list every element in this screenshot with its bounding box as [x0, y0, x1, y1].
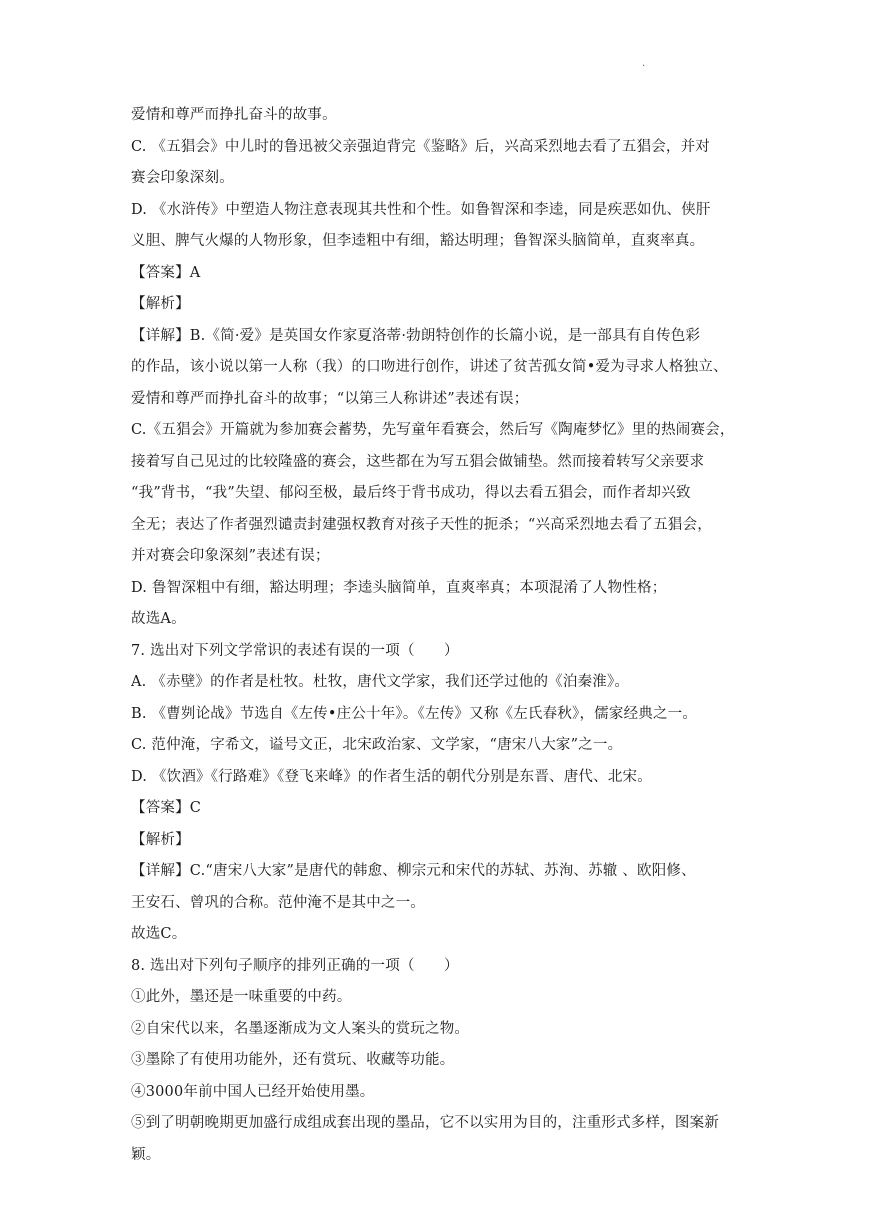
text-line: 的作品，该小说以第一人称（我）的口吻进行创作，讲述了贫苦孤女简•爱为寻求人格独立、	[131, 359, 728, 375]
text-line: 赛会印象深刻。	[131, 170, 234, 186]
text-line: C. 《五猖会》中儿时的鲁迅被父亲强迫背完《鉴略》后，兴高采烈地去看了五猖会，并对	[131, 138, 710, 155]
text-line: 颖。	[131, 1146, 161, 1163]
answer-label: 【答案】C	[131, 800, 202, 816]
text-line: D. 鲁智深粗中有细，豁达明理；李逵头脑简单，直爽率真；本项混淆了人物性格；	[131, 579, 667, 596]
text-line: 【详解】C.“唐宋八大家”是唐代的韩愈、柳宗元和宋代的苏轼、苏洵、苏辙 、欧阳修、	[131, 863, 696, 879]
analysis-label: 【解析】	[131, 831, 190, 848]
text-line: 并对赛会印象深刻”表述有误；	[131, 548, 330, 564]
text-line: D. 《水浒传》中塑造人物注意表现其共性和个性。如鲁智深和李逵，同是疾恶如仇、侠肝	[131, 201, 711, 218]
sentence-2: ②自宋代以来，名墨逐渐成为文人案头的赏玩之物。	[131, 1020, 470, 1037]
text-line: 爱情和尊严而挣扎奋斗的故事。	[131, 107, 337, 123]
text-line: 全无；表达了作者强烈谴责封建强权教育对孩子天性的扼杀；“兴高采烈地去看了五猖会，	[131, 516, 712, 533]
analysis-label: 【解析】	[131, 296, 190, 312]
text-line: 故选A。	[131, 611, 186, 627]
text-line: 【详解】B.《简·爱》是英国女作家夏洛蒂·勃朗特创作的长篇小说，是一部具有自传色彩	[131, 327, 701, 344]
option-c: C. 范仲淹，字希文，谥号文正，北宋政治家、文学家，“唐宋八大家”之一。	[131, 737, 623, 753]
text-line: 接着写自己见过的比较隆盛的赛会，这些都在为写五猖会做铺垫。然而接着转写父亲要求	[131, 453, 705, 470]
question-7: 7. 选出对下列文学常识的表述有误的一项（ ）	[131, 642, 459, 659]
text-line: 义胆、脾气火爆的人物形象，但李逵粗中有细，豁达明理；鲁智深头脑简单，直爽率真。	[131, 233, 705, 249]
sentence-1: ①此外，墨还是一味重要的中药。	[131, 989, 352, 1005]
sentence-4: ④3000年前中国人已经开始使用墨。	[131, 1083, 375, 1100]
text-line: “我”背书，“我”失望、郁闷至极，最后终于背书成功，得以去看五猖会，而作者却兴致	[131, 485, 691, 501]
text-line: C.《五猖会》开篇就为参加赛会蓄势，先写童年看赛会，然后写《陶庵梦忆》里的热闹赛会，	[131, 422, 735, 438]
option-d: D. 《饮酒》《行路难》《登飞来峰》的作者生活的朝代分别是东晋、唐代、北宋。	[131, 768, 652, 785]
answer-label: 【答案】A	[131, 264, 201, 281]
option-a: A. 《赤壁》的作者是杜牧。杜牧，唐代文学家，我们还学过他的《泊秦淮》。	[131, 674, 630, 690]
sentence-3: ③墨除了有使用功能外，还有赏玩、收藏等功能。	[131, 1052, 455, 1068]
text-line: 故选C。	[131, 926, 187, 942]
sentence-5: ⑤到了明朝晚期更加盛行成组成套出现的墨品，它不以实用为目的，注重形式多样，图案新	[131, 1115, 719, 1131]
document-body	[131, 100, 743, 1171]
page-mark: .	[642, 58, 646, 69]
option-b: B. 《曹刿论战》节选自《左传•庄公十年》。《左传》又称《左氏春秋》，儒家经典之一。	[131, 705, 698, 722]
text-line: 爱情和尊严而挣扎奋斗的故事；“以第三人称讲述”表述有误；	[131, 390, 529, 407]
question-8: 8. 选出对下列句子顺序的排列正确的一项（ ）	[131, 957, 459, 974]
text-line: 王安石、曾巩的合称。范仲淹不是其中之一。	[131, 894, 425, 911]
